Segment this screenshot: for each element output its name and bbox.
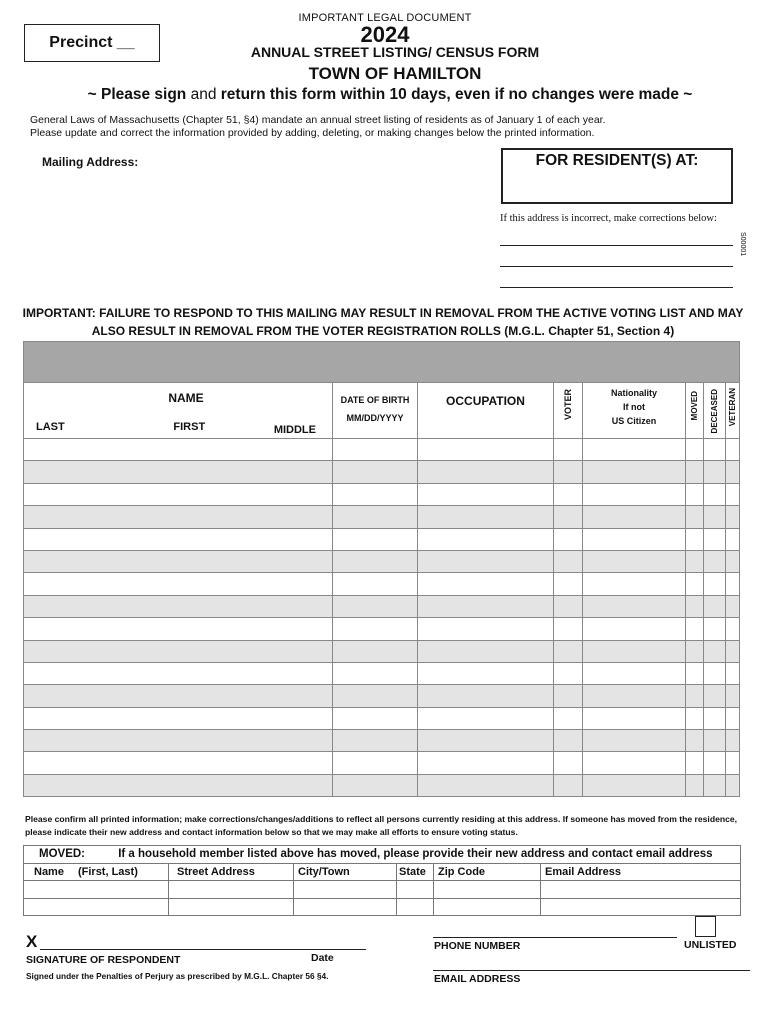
voter-cell[interactable] [554,618,583,640]
name-cell[interactable] [24,506,333,528]
removal-warning [18,304,748,340]
moved-cell[interactable] [686,550,704,572]
unlisted-label: UNLISTED [684,939,737,951]
nationality-label-2: If not [623,402,645,412]
voter-header [554,383,583,439]
perjury-note: Signed under the Penalties of Perjury as prescribed by M.G.L. Chapter 56 §4. [26,971,329,981]
voter-cell[interactable] [554,483,583,505]
middle-label: MIDDLE [273,424,316,436]
moved-entry-row-2 [24,898,741,916]
occupation-cell[interactable] [418,774,554,796]
form-year: 2024 [360,22,410,47]
moved-cell[interactable] [686,528,704,550]
deceased-cell[interactable] [704,439,726,461]
name-label: NAME [168,391,204,405]
voter-cell[interactable] [554,528,583,550]
nationality-cell[interactable] [583,707,686,729]
occupation-cell[interactable] [418,483,554,505]
voter-cell[interactable] [554,685,583,707]
moved-zip-cell[interactable] [434,898,541,916]
nationality-cell[interactable] [583,550,686,572]
nationality-cell[interactable] [583,618,686,640]
occupation-cell[interactable] [418,685,554,707]
moved-col-first-last: (First, Last) [77,865,138,878]
first-label: FIRST [173,421,206,433]
dob-cell[interactable] [333,550,418,572]
nationality-cell[interactable] [583,461,686,483]
phone-number-label: PHONE NUMBER [434,940,521,952]
moved-cell[interactable] [686,685,704,707]
name-cell[interactable] [24,752,333,774]
voter-cell[interactable] [554,461,583,483]
voter-cell[interactable] [554,774,583,796]
table-row [24,461,740,483]
moved-email-cell[interactable] [541,898,741,916]
unlisted-checkbox[interactable] [695,916,716,937]
signature-label: SIGNATURE OF RESPONDENT [26,954,181,966]
veteran-cell[interactable] [726,573,740,595]
name-cell[interactable] [24,461,333,483]
name-cell[interactable] [24,618,333,640]
moved-cell[interactable] [686,573,704,595]
table-row [24,774,740,796]
veteran-cell[interactable] [726,595,740,617]
voter-cell[interactable] [554,707,583,729]
occupation-header [418,383,554,439]
last-label: LAST [36,421,65,433]
occupation-cell[interactable] [418,439,554,461]
voter-cell[interactable] [554,730,583,752]
moved-table [23,845,741,916]
law-line-1: General Laws of Massachusetts (Chapter 51, §4) mandate an annual street listing of residents as of January 1 of each year. [30,114,606,126]
name-cell[interactable] [24,662,333,684]
moved-header [686,383,704,439]
moved-street-cell[interactable] [169,881,294,899]
moved-cell[interactable] [686,752,704,774]
moved-cell[interactable] [686,461,704,483]
instruction-and: and [186,86,221,103]
nationality-cell[interactable] [583,595,686,617]
law-notice [30,114,606,140]
voter-cell[interactable] [554,506,583,528]
deceased-cell[interactable] [704,685,726,707]
occupation-label: OCCUPATION [446,394,525,408]
precinct-label: Precinct __ [49,34,135,51]
form-title: ANNUAL STREET LISTING/ CENSUS FORM [250,44,540,60]
dob-cell[interactable] [333,752,418,774]
dob-cell[interactable] [333,595,418,617]
moved-cell[interactable] [686,730,704,752]
occupation-cell[interactable] [418,707,554,729]
moved-cell[interactable] [686,662,704,684]
voter-label: VOTER [563,389,573,421]
occupation-cell[interactable] [418,506,554,528]
moved-cell[interactable] [686,439,704,461]
occupation-cell[interactable] [418,550,554,572]
veteran-cell[interactable] [726,618,740,640]
table-row [24,707,740,729]
name-header [24,383,333,439]
table-row [24,483,740,505]
table-row [24,528,740,550]
dob-cell[interactable] [333,707,418,729]
moved-cell[interactable] [686,483,704,505]
table-row [24,640,740,662]
occupation-cell[interactable] [418,640,554,662]
signature-x-mark: X [26,932,38,951]
veteran-cell[interactable] [726,439,740,461]
veteran-cell[interactable] [726,461,740,483]
email-address-line[interactable] [433,970,750,971]
nationality-cell[interactable] [583,573,686,595]
mailing-address-label: Mailing Address: [42,155,139,169]
veteran-cell[interactable] [726,506,740,528]
table-gray-bar [24,342,740,383]
name-cell[interactable] [24,640,333,662]
dob-cell[interactable] [333,774,418,796]
veteran-cell[interactable] [726,483,740,505]
moved-cell[interactable] [686,595,704,617]
moved-instructions: If a household member listed above has moved, please provide their new address and contact email address [118,848,713,861]
moved-name-cell[interactable] [24,898,169,916]
deceased-cell[interactable] [704,528,726,550]
dob-cell[interactable] [333,573,418,595]
moved-entry-row-1 [24,881,741,899]
table-body [24,439,740,797]
moved-state-cell[interactable] [397,898,434,916]
name-cell[interactable] [24,730,333,752]
address-correction-line-2[interactable] [500,266,733,267]
moved-cell[interactable] [686,506,704,528]
nationality-cell[interactable] [583,439,686,461]
moved-street-cell[interactable] [169,898,294,916]
deceased-cell[interactable] [704,752,726,774]
veteran-cell[interactable] [726,550,740,572]
nationality-cell[interactable] [583,685,686,707]
moved-cell[interactable] [686,618,704,640]
name-cell[interactable] [24,774,333,796]
table-row [24,730,740,752]
nationality-cell[interactable] [583,483,686,505]
moved-col-name: Name [34,865,64,878]
occupation-cell[interactable] [418,595,554,617]
name-cell[interactable] [24,483,333,505]
nationality-cell[interactable] [583,662,686,684]
veteran-cell[interactable] [726,707,740,729]
voter-cell[interactable] [554,573,583,595]
warning-line-1: IMPORTANT: FAILURE TO RESPOND TO THIS MAILING MAY RESULT IN REMOVAL FROM THE ACTIVE VOTING LIST AND MAY [22,306,744,320]
deceased-cell[interactable] [704,595,726,617]
sign-return-instruction [0,86,770,104]
name-cell[interactable] [24,685,333,707]
veteran-cell[interactable] [726,774,740,796]
barcode-code: S00001 [739,232,746,257]
deceased-cell[interactable] [704,774,726,796]
deceased-cell[interactable] [704,550,726,572]
veteran-cell[interactable] [726,662,740,684]
email-address-label: EMAIL ADDRESS [434,973,521,985]
occupation-cell[interactable] [418,662,554,684]
dob-cell[interactable] [333,528,418,550]
nationality-label-1: Nationality [610,388,657,398]
warning-line-2: ALSO RESULT IN REMOVAL FROM THE VOTER REGISTRATION ROLLS (M.G.L. Chapter 51, Section 4) [91,324,675,338]
moved-col-email: Email Address [545,865,622,878]
occupation-cell[interactable] [418,573,554,595]
moved-cell[interactable] [686,707,704,729]
moved-col-street: Street Address [177,865,255,878]
dob-cell[interactable] [333,439,418,461]
nationality-cell[interactable] [583,640,686,662]
instruction-part-2: return this form within 10 days, even if no changes were made ~ [220,86,693,103]
veteran-label: VETERAN [728,388,737,427]
table-row [24,573,740,595]
veteran-cell[interactable] [726,640,740,662]
moved-col-state: State [399,865,426,878]
voter-cell[interactable] [554,595,583,617]
moved-city-cell[interactable] [294,898,397,916]
voter-cell[interactable] [554,550,583,572]
deceased-label: DECEASED [710,389,719,434]
moved-email-cell[interactable] [541,881,741,899]
name-cell[interactable] [24,707,333,729]
moved-col-zip: Zip Code [438,865,486,878]
dob-label: DATE OF BIRTH [340,395,410,405]
dob-cell[interactable] [333,483,418,505]
confirm-line-1: Please confirm all printed information; make corrections/changes/additions to reflect all persons currently residing at this address. If someone has moved from the residence, [25,814,738,824]
resident-address-box [501,148,733,204]
moved-zip-cell[interactable] [434,881,541,899]
occupation-cell[interactable] [418,528,554,550]
moved-name-cell[interactable] [24,881,169,899]
table-row [24,662,740,684]
table-header-row [24,383,740,439]
deceased-cell[interactable] [704,618,726,640]
moved-title-row [24,846,741,864]
voter-cell[interactable] [554,640,583,662]
address-correction-line-3[interactable] [500,287,733,288]
resident-table [23,341,740,797]
nationality-header [583,383,686,439]
dob-format-label: MM/DD/YYYY [346,413,404,423]
veteran-cell[interactable] [726,528,740,550]
moved-col-city: City/Town [298,865,350,878]
name-cell[interactable] [24,573,333,595]
veteran-header [726,383,740,439]
table-row [24,685,740,707]
instruction-part-1: ~ Please sign [87,86,187,103]
veteran-cell[interactable] [726,730,740,752]
moved-label: MOVED: [39,848,85,861]
nationality-label-3: US Citizen [611,416,657,426]
name-cell[interactable] [24,439,333,461]
nationality-cell[interactable] [583,774,686,796]
occupation-cell[interactable] [418,730,554,752]
nationality-cell[interactable] [583,506,686,528]
address-correction-note: If this address is incorrect, make corrections below: [500,213,717,224]
deceased-cell[interactable] [704,662,726,684]
table-row [24,752,740,774]
nationality-cell[interactable] [583,730,686,752]
town-name: TOWN OF HAMILTON [308,64,482,83]
moved-label: MOVED [690,391,699,421]
dob-cell[interactable] [333,640,418,662]
moved-state-cell[interactable] [397,881,434,899]
table-row [24,595,740,617]
moved-cell[interactable] [686,640,704,662]
deceased-header [704,383,726,439]
dob-header [333,383,418,439]
occupation-cell[interactable] [418,618,554,640]
deceased-cell[interactable] [704,483,726,505]
confirm-note [25,813,765,839]
signature-line[interactable] [40,949,366,950]
deceased-cell[interactable] [704,707,726,729]
table-row [24,506,740,528]
voter-cell[interactable] [554,662,583,684]
name-cell[interactable] [24,528,333,550]
table-row [24,618,740,640]
nationality-cell[interactable] [583,528,686,550]
dob-cell[interactable] [333,461,418,483]
dob-cell[interactable] [333,730,418,752]
voter-cell[interactable] [554,439,583,461]
moved-header-row [24,863,741,881]
moved-cell[interactable] [686,774,704,796]
dob-cell[interactable] [333,685,418,707]
law-line-2: Please update and correct the information provided by adding, deleting, or making changes below the printed information. [30,127,595,139]
name-cell[interactable] [24,595,333,617]
veteran-cell[interactable] [726,752,740,774]
dob-cell[interactable] [333,662,418,684]
moved-city-cell[interactable] [294,881,397,899]
occupation-cell[interactable] [418,752,554,774]
table-row [24,550,740,572]
resident-title: FOR RESIDENT(S) AT: [535,152,699,169]
name-cell[interactable] [24,550,333,572]
voter-cell[interactable] [554,752,583,774]
nationality-cell[interactable] [583,752,686,774]
deceased-cell[interactable] [704,506,726,528]
occupation-cell[interactable] [418,461,554,483]
deceased-cell[interactable] [704,461,726,483]
date-label: Date [311,952,334,964]
deceased-cell[interactable] [704,730,726,752]
legal-notice: IMPORTANT LEGAL DOCUMENT [298,12,472,24]
table-row [24,439,740,461]
confirm-line-2: please indicate their new address and contact information below so that we may make all efforts to ensure voting status. [25,827,518,837]
address-correction-line-1[interactable] [500,245,733,246]
dob-cell[interactable] [333,506,418,528]
deceased-cell[interactable] [704,573,726,595]
veteran-cell[interactable] [726,685,740,707]
phone-number-line[interactable] [433,937,677,938]
deceased-cell[interactable] [704,640,726,662]
dob-cell[interactable] [333,618,418,640]
